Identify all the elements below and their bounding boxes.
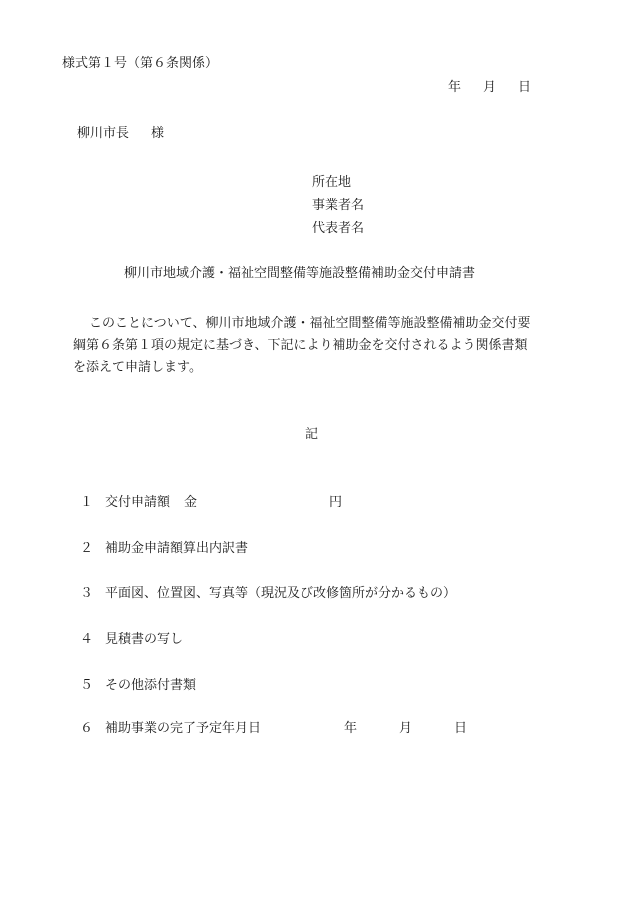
amount-prefix: 金 [184,495,198,510]
item-number: ６ [80,721,94,736]
date-day: 日 [518,80,532,95]
item-number: ３ [80,586,94,601]
form-number: 様式第１号（第６条関係） [62,56,219,71]
body-line-1: このことについて、柳川市地域介護・福祉空間整備等施設整備補助金交付要 [89,316,531,331]
completion-month: 月 [399,721,413,736]
item-label: 平面図、位置図、写真等（現況及び改修箇所が分かるもの） [105,586,457,601]
body-line-3: を添えて申請します。 [73,360,202,375]
ki-heading: 記 [305,427,319,442]
list-item [80,542,248,555]
applicant-business-name-label: 事業者名 [312,198,365,213]
item-number: １ [80,495,94,510]
item-number: ２ [80,541,94,556]
body-paragraph [73,313,573,379]
addressee-honorific: 様 [151,126,165,141]
item-number: ４ [80,632,94,647]
amount-unit: 円 [329,495,343,510]
list-item [80,679,196,692]
list-item [80,587,456,600]
applicant-address-label: 所在地 [312,175,352,190]
date-line [448,81,531,94]
item-number: ５ [80,678,94,693]
completion-day: 日 [454,721,468,736]
item-label: その他添付書類 [105,678,197,693]
list-item [80,633,183,646]
date-month: 月 [483,80,497,95]
date-year: 年 [448,80,462,95]
list-item [80,496,342,509]
item-label: 補助金申請額算出内訳書 [105,541,249,556]
applicant-representative-label: 代表者名 [312,221,365,236]
list-item [80,722,467,735]
completion-year: 年 [344,721,358,736]
addressee-name: 柳川市長 [77,126,130,141]
body-line-2: 綱第６条第１項の規定に基づき、下記により補助金を交付されるよう関係書類 [73,338,528,353]
item-label: 交付申請額 [105,495,171,510]
addressee [77,127,164,140]
item-label: 補助事業の完了予定年月日 [105,721,262,736]
item-label: 見積書の写し [105,632,184,647]
document-title: 柳川市地域介護・福祉空間整備等施設整備補助金交付申請書 [124,266,476,281]
